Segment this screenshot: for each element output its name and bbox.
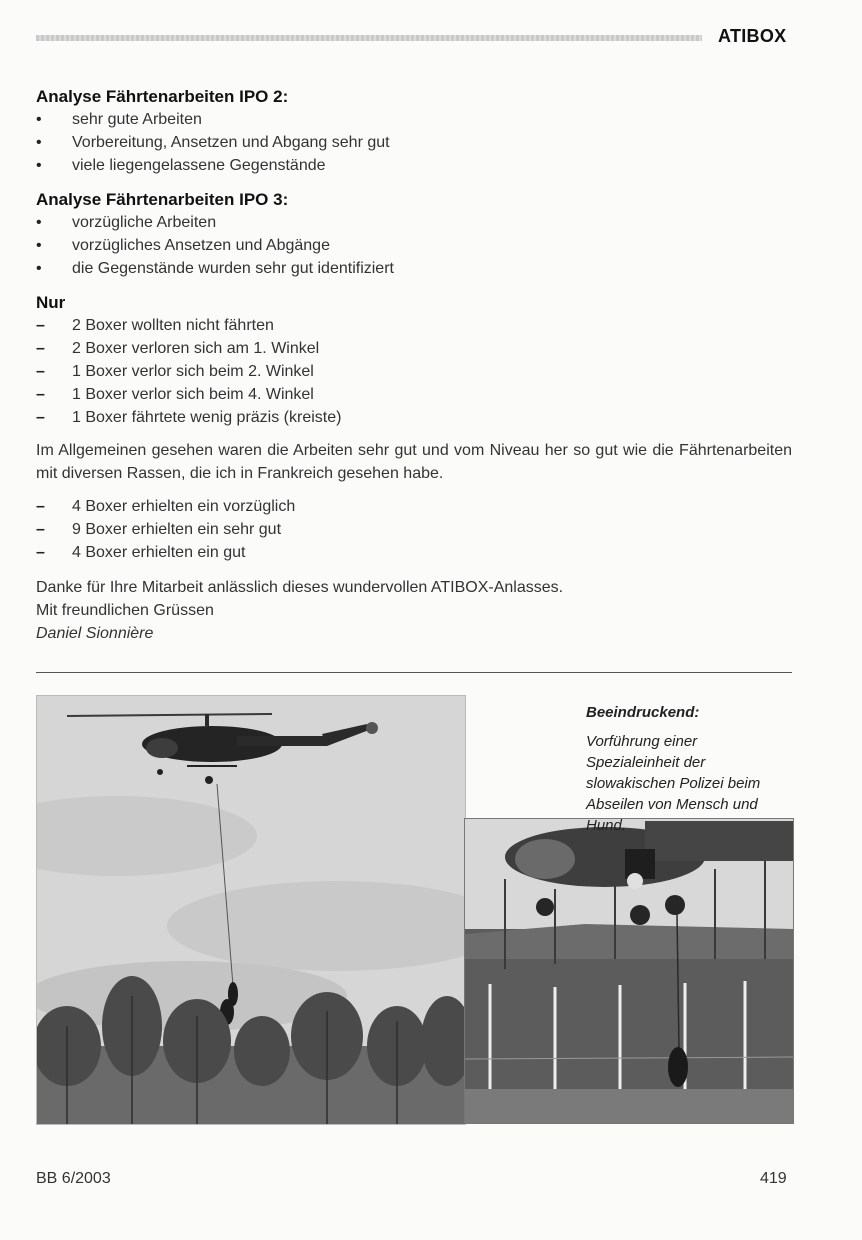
- photo-rappelling-closeup-illustration: [465, 819, 794, 1124]
- page-number: 419: [760, 1170, 787, 1187]
- section-heading-nur: Nur: [36, 293, 66, 312]
- list-item: – 4 Boxer erhielten ein gut: [36, 541, 792, 564]
- nur-list: [36, 314, 792, 429]
- photo-helicopter-rappelling: [36, 695, 466, 1125]
- list-item: • vorzügliches Ansetzen und Abgänge: [36, 234, 792, 257]
- summary-paragraph: Im Allgemeinen gesehen waren die Arbeiten sehr gut und vom Niveau her so gut wie die Fährtenarbeiten mit diversen Rassen, die ich in Frankreich gesehen habe.: [36, 442, 792, 482]
- caption-title: Beeindruckend:: [586, 704, 700, 721]
- list-item: – 9 Boxer erhielten ein sehr gut: [36, 518, 792, 541]
- header-rule: [36, 35, 702, 41]
- section-divider: [36, 672, 792, 673]
- list-item: – 2 Boxer wollten nicht fährten: [36, 314, 792, 337]
- section-heading-ipo2: Analyse Fährtenarbeiten IPO 2:: [36, 87, 289, 106]
- author-signature: Daniel Sionnière: [36, 625, 154, 642]
- article-body: [36, 86, 792, 645]
- list-item: • sehr gute Arbeiten: [36, 108, 792, 131]
- results-list: [36, 495, 792, 564]
- list-item: • vorzügliche Arbeiten: [36, 211, 792, 234]
- caption-text: Vorführung einer Spezialeinheit der slowakischen Polizei beim Abseilen von Mensch und Hund.: [586, 733, 761, 834]
- list-item: • Vorbereitung, Ansetzen und Abgang sehr gut: [36, 131, 792, 154]
- list-item: • viele liegengelassene Gegenstände: [36, 154, 792, 177]
- closing-block: [36, 576, 792, 645]
- list-item: – 2 Boxer verloren sich am 1. Winkel: [36, 337, 792, 360]
- header-brand: ATIBOX: [718, 26, 787, 46]
- photo-rappelling-closeup: [464, 818, 794, 1124]
- ipo2-list: [36, 108, 792, 177]
- list-item: • die Gegenstände wurden sehr gut identifiziert: [36, 257, 792, 280]
- closing-greeting: Mit freundlichen Grüssen: [36, 602, 214, 619]
- list-item: – 4 Boxer erhielten ein vorzüglich: [36, 495, 792, 518]
- ipo3-list: [36, 211, 792, 280]
- list-item: – 1 Boxer verlor sich beim 2. Winkel: [36, 360, 792, 383]
- section-heading-ipo3: Analyse Fährtenarbeiten IPO 3:: [36, 190, 289, 209]
- photo-helicopter-rappelling-illustration: [37, 696, 466, 1125]
- footer-issue: BB 6/2003: [36, 1170, 111, 1187]
- list-item: – 1 Boxer verlor sich beim 4. Winkel: [36, 383, 792, 406]
- closing-thanks: Danke für Ihre Mitarbeit anlässlich dieses wundervollen ATIBOX-Anlasses.: [36, 579, 564, 596]
- list-item: – 1 Boxer fährtete wenig präzis (kreiste): [36, 406, 792, 429]
- photo-caption: [586, 702, 786, 836]
